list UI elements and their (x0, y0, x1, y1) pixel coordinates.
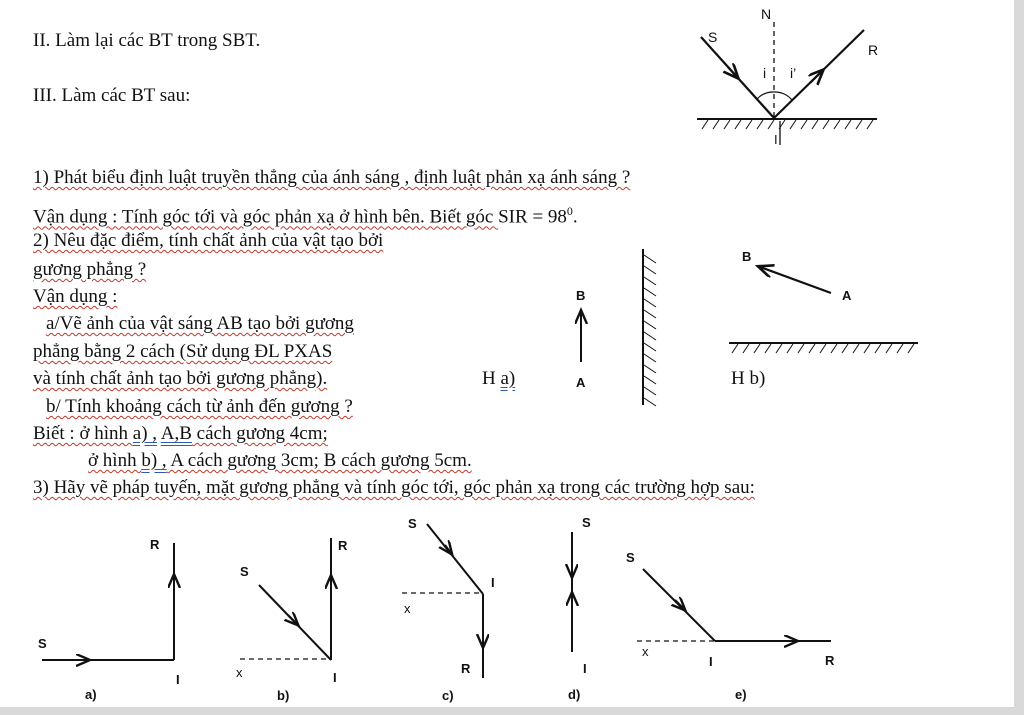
mirror-hatch (702, 120, 873, 129)
horizontal-mirror-hatch (732, 344, 914, 353)
q1-label-i-prime: i’ (790, 65, 797, 81)
q3a-label-s: S (38, 636, 47, 651)
angle-degree: 0 (566, 204, 573, 218)
q1-label-s: S (708, 29, 718, 45)
q3e-label-s: S (626, 550, 635, 565)
known1-ab: A,B (160, 423, 192, 444)
q3e-label-i: I (709, 654, 713, 669)
question-2-apply: Vận dụng : (33, 286, 118, 307)
q3-figure-e (637, 569, 831, 641)
q3b-label-i: I (333, 670, 337, 685)
q3c-label-r: R (461, 661, 471, 676)
q3e-caption: e) (735, 687, 747, 702)
fig-a-label-a: A (576, 375, 586, 390)
figure-h-b (729, 267, 918, 353)
fig-b-label-a: A (842, 288, 852, 303)
question-2-a1: a/Vẽ ảnh của vật sáng AB tạo bởi gương (46, 313, 354, 334)
q3e-label-r: R (825, 653, 835, 668)
question-3: 3) Hãy vẽ pháp tuyến, mặt gương phẳng và tính góc tới, góc phản xạ trong các trường hợp sau: (33, 477, 755, 498)
q3b-caption: b) (277, 688, 290, 703)
angle-i-prime-arc (774, 92, 792, 100)
q3-figure-a (42, 543, 174, 660)
angle-name: SIR (498, 206, 528, 228)
q3b-label-r: R (338, 538, 348, 553)
q1-label-i: i (763, 65, 767, 81)
q3a-caption: a) (85, 687, 97, 702)
q3a-label-i: I (176, 672, 180, 687)
q3d-caption: d) (568, 687, 581, 702)
angle-i-arc (757, 92, 774, 99)
q3b-label-s: S (240, 564, 249, 579)
q3-figure-c (402, 524, 483, 678)
section-3-heading: III. Làm các BT sau: (33, 85, 191, 106)
vertical-mirror-hatch (644, 255, 656, 406)
known2-post: A cách gương 3cm; B cách gương 5cm. (166, 450, 472, 471)
q3d-label-i: I (583, 661, 587, 676)
fig-h-b-caption: H b) (731, 368, 766, 389)
q1-label-n: N (761, 6, 772, 22)
object-ab-arrow-b (760, 267, 831, 293)
q3c-label-i: I (491, 575, 495, 590)
reflection-diagram-q1 (697, 22, 877, 145)
q3-figure-b (240, 538, 331, 660)
q3c-caption: c) (442, 688, 454, 703)
q3e-label-x: x (642, 644, 649, 659)
section-2-heading: II. Làm lại các BT trong SBT. (33, 30, 261, 51)
angle-tail: . (572, 206, 578, 228)
q1-label-r: R (868, 42, 879, 58)
fig-h-a-prefix: H (482, 368, 501, 389)
known2-pre: ở hình (88, 450, 142, 471)
known1-post: cách gương 4cm; (191, 423, 328, 444)
q3a-label-r: R (150, 537, 160, 552)
fig-h-a-label: a) (500, 368, 516, 389)
q1-label-I: I (774, 132, 778, 147)
figure-h-a (581, 249, 656, 406)
question-2-line1: 2) Nêu đặc điểm, tính chất ảnh của vật tạo bởi (33, 230, 384, 251)
apply-text: Vận dụng : Tính góc tới và góc phản xạ ở hình bên. Biết góc (33, 206, 499, 228)
q3b-label-x: x (236, 665, 243, 680)
question-2-a2: phẳng bằng 2 cách (Sử dụng ĐL PXAS (33, 341, 333, 362)
angle-eq: = 98 (527, 206, 567, 228)
q3c-label-x: x (404, 601, 411, 616)
question-2-line2: gương phẳng ? (33, 259, 147, 280)
fig-b-label-b: B (742, 249, 752, 264)
question-2-a3: và tính chất ảnh tạo bởi gương phẳng). (33, 368, 328, 389)
question-1: 1) Phát biểu định luật truyền thẳng của ánh sáng , định luật phản xạ ánh sáng ? (33, 167, 631, 188)
fig-a-label-b: B (576, 288, 586, 303)
known1-fig: a) , (132, 423, 158, 444)
q3d-label-s: S (582, 515, 591, 530)
q3c-label-s: S (408, 516, 417, 531)
known1-pre: Biết : ở hình (33, 423, 133, 444)
question-2-b: b/ Tính khoảng cách từ ảnh đến gương ? (46, 396, 353, 417)
known2-fig: b) , (141, 450, 167, 471)
